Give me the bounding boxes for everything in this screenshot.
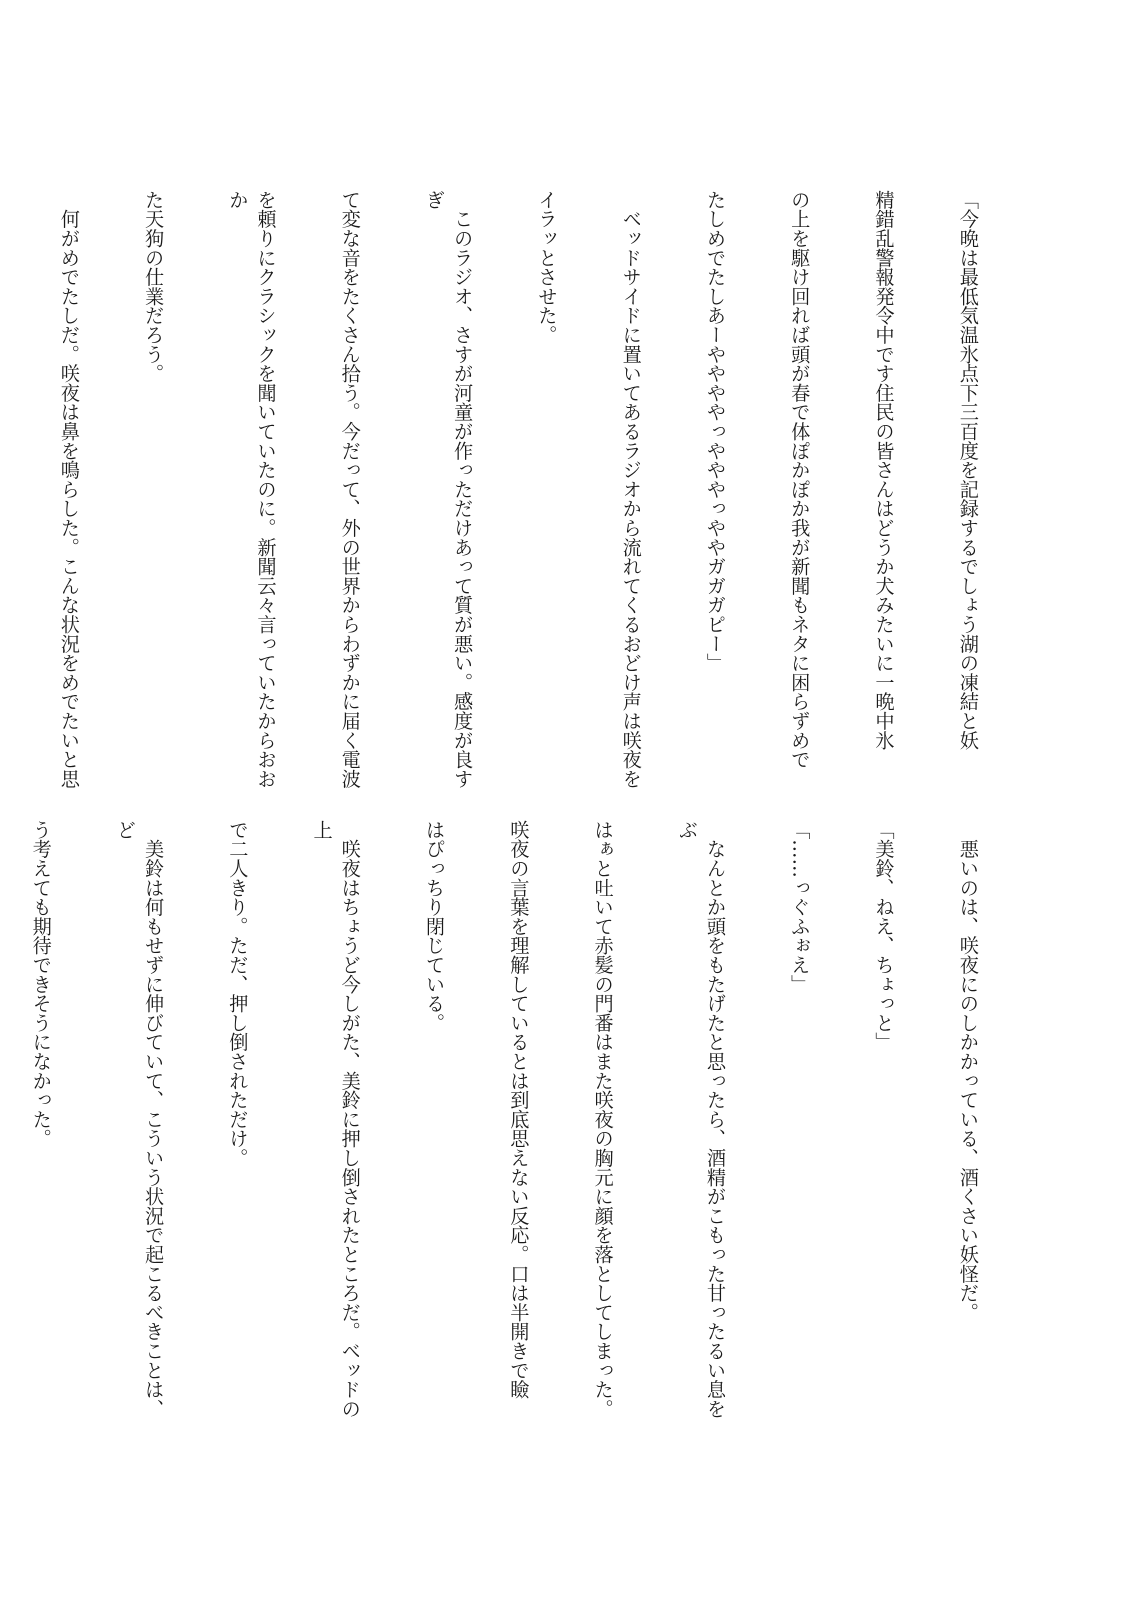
text-line: 咲夜の言葉を理解しているとは到底思えない反応。口は半開きで瞼: [507, 820, 531, 1399]
text-line: 何がめでたしだ。咲夜は鼻を鳴らした。こんな状況をめでたいと思: [57, 190, 81, 789]
text-line: の上を駆け回れば頭が春で体ぽかぽか我が新聞もネタに困らずめで: [788, 190, 812, 769]
text-line: 悪いのは、咲夜にのしかかっている、酒くさい妖怪だ。: [956, 820, 980, 1322]
text-line: 「今晩は最低気温氷点下三百度を記録するでしょう湖の凍結と妖: [956, 190, 980, 750]
text-line: はぁと吐いて赤髪の門番はまた咲夜の胸元に顔を落としてしまった。: [591, 820, 615, 1419]
text-section-bottom: [29, 820, 1038, 1420]
text-line: 「……っぐふぉえ」: [788, 820, 812, 994]
text-line: 精錯乱警報発令中です住民の皆さんはどうか犬みたいに一晩中氷: [872, 190, 896, 750]
text-line: て変な音をたくさん拾う。今だって、外の世界からわずかに届く電波: [338, 190, 362, 789]
text-line: 咲夜はちょうど今しがた、美鈴に押し倒されたところだ。ベッドの上: [310, 820, 362, 1419]
text-line: た天狗の仕業だろう。: [142, 190, 166, 383]
text-line: はぴっちり閉じている。: [423, 820, 447, 1033]
text-section-top: [57, 190, 1038, 790]
text-line: 「美鈴、ねえ、ちょっと」: [872, 820, 896, 1052]
text-line: う考えても期待できそうになかった。: [29, 820, 53, 1149]
text-line: を頼りにクラシックを聞いていたのに。新聞云々言っていたからおおか: [226, 190, 278, 789]
text-line: たしめでたしあーややややっやややっややガガガピー」: [703, 190, 727, 673]
text-line: ベッドサイドに置いてあるラジオから流れてくるおどけ声は咲夜を: [619, 190, 643, 789]
text-line: イラッとさせた。: [535, 190, 559, 345]
text-line: なんとか頭をもたげたと思ったら、酒精がこもった甘ったるい息をぶ: [675, 820, 727, 1419]
text-line: で二人きり。ただ、押し倒されただけ。: [226, 820, 250, 1168]
text-line: 美鈴は何もせずに伸びていて、こういう状況で起こるべきことは、ど: [114, 820, 166, 1419]
text-line: このラジオ、さすが河童が作っただけあって質が悪い。感度が良すぎ: [423, 190, 475, 789]
